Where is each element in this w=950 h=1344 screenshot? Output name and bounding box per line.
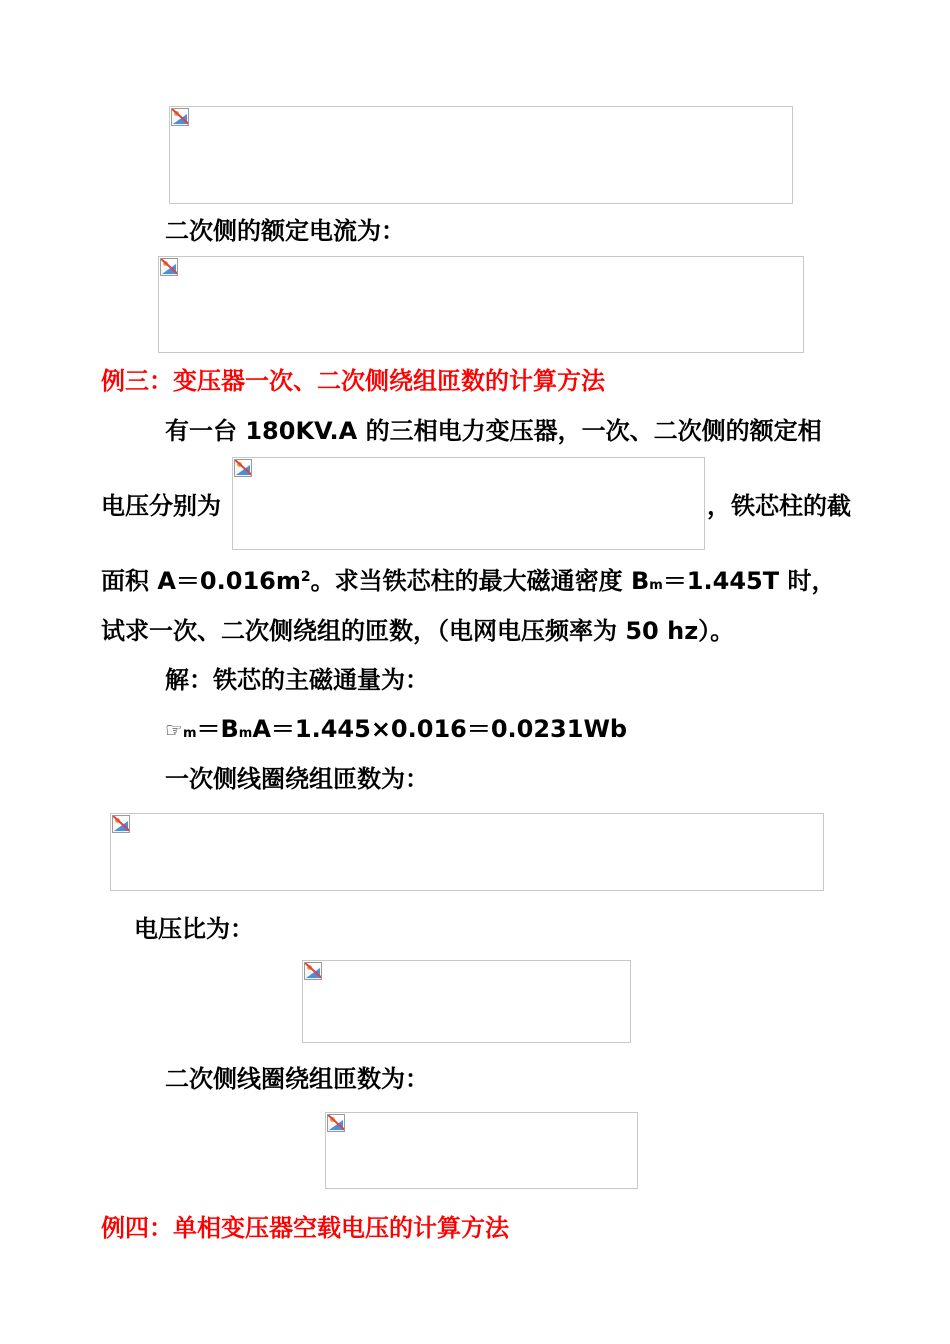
formula-image-primary-turns	[110, 813, 824, 891]
example4-heading: 例四：单相变压器空载电压的计算方法	[101, 1214, 509, 1242]
example3-heading: 例三：变压器一次、二次侧绕组匝数的计算方法	[101, 367, 605, 395]
primary-turns-label: 一次侧线圈绕组匝数为：	[165, 765, 429, 793]
example3-paragraph-line3	[101, 566, 835, 601]
formula-image-secondary-turns	[325, 1112, 638, 1189]
formula-image-voltage-ratio	[302, 960, 631, 1043]
formula-image-secondary-current	[158, 256, 804, 353]
formula-image-primary-current	[169, 106, 793, 204]
example3-paragraph-line1: 有一台 180KV.A 的三相电力变压器，一次、二次侧的额定相	[165, 417, 822, 445]
broken-image-icon	[234, 459, 252, 477]
example3-paragraph-line4: 试求一次、二次侧绕组的匝数，（电网电压频率为 50 hz）。	[101, 617, 735, 645]
broken-image-icon	[304, 962, 322, 980]
voltage-ratio-label: 电压比为：	[134, 915, 254, 943]
flux-density-text: 。求当铁芯柱的最大磁通密度 B	[310, 567, 650, 595]
formula-image-phase-voltages	[232, 457, 705, 550]
broken-image-icon	[160, 258, 178, 276]
flux-density-value: ＝1.445T 时，	[662, 567, 836, 595]
area-text: 面积 A＝0.016m	[101, 567, 301, 595]
broken-image-icon	[112, 815, 130, 833]
flux-subscript: m	[182, 726, 197, 741]
solution-label: 解：铁芯的主磁通量为：	[165, 666, 429, 694]
flux-density-subscript: m	[649, 578, 663, 593]
secondary-current-label: 二次侧的额定电流为：	[165, 217, 405, 245]
broken-image-icon	[171, 108, 189, 126]
area-exponent: 2	[300, 569, 311, 585]
flux-equals-b: ＝B	[196, 715, 239, 743]
b-subscript: m	[238, 726, 253, 741]
broken-image-icon	[327, 1114, 345, 1132]
example3-paragraph-line2-end: ，铁芯柱的截	[707, 492, 851, 520]
pointing-hand-icon: ☞	[165, 718, 183, 742]
flux-result: A＝1.445×0.016＝0.0231Wb	[252, 715, 628, 743]
secondary-turns-label: 二次侧线圈绕组匝数为：	[165, 1065, 429, 1093]
example3-paragraph-line2-start: 电压分别为	[101, 492, 221, 520]
flux-formula	[165, 714, 627, 749]
